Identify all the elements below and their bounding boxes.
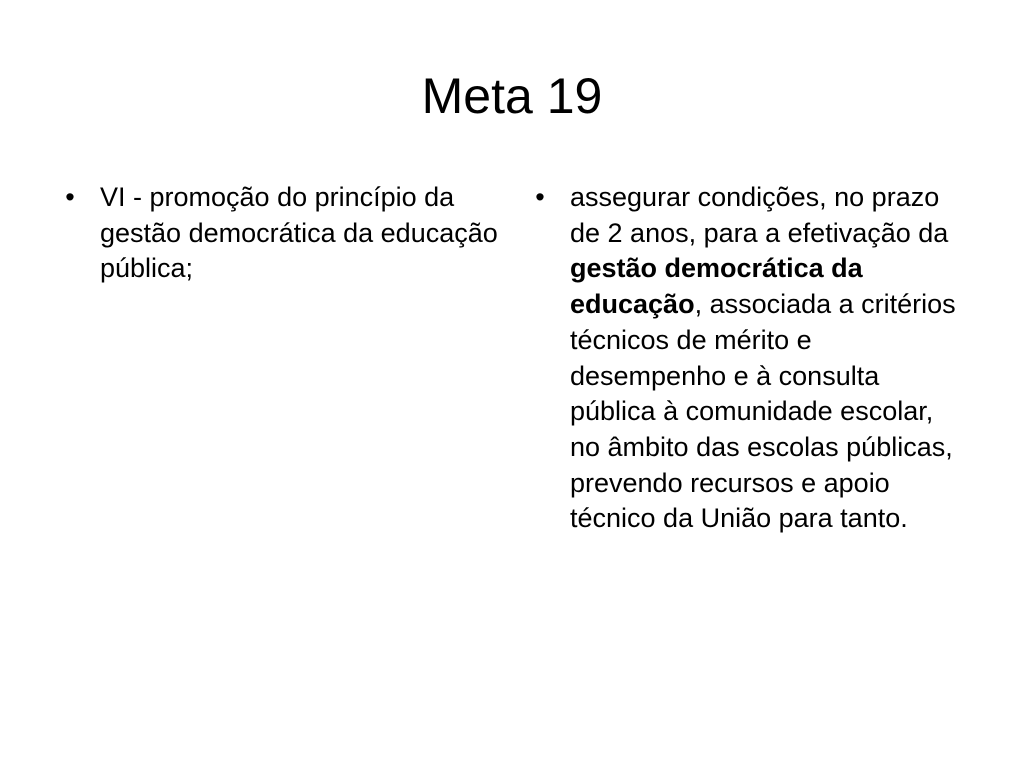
left-bullet-text: VI - promoção do princípio da gestão democrática da educação pública;	[100, 182, 498, 284]
right-bullet-text-end: , associada a critérios técnicos de mérito e desempenho e à consulta pública à comunidade escolar, no âmbito das escolas públicas, prevendo recursos e apoio técnico da União para tanto.	[570, 289, 956, 534]
right-column	[528, 180, 970, 537]
right-bullet-text-bold: gestão democrática da educação	[570, 253, 863, 320]
right-bullet-item	[528, 180, 970, 537]
bullet-icon: •	[65, 182, 75, 212]
slide-title: Meta 19	[421, 68, 603, 124]
right-bullet-text-start: assegurar condições, no prazo de 2 anos, para a efetivação da	[570, 182, 949, 248]
left-column	[58, 180, 498, 287]
bullet-icon: •	[535, 182, 545, 212]
left-bullet-item	[58, 180, 498, 287]
